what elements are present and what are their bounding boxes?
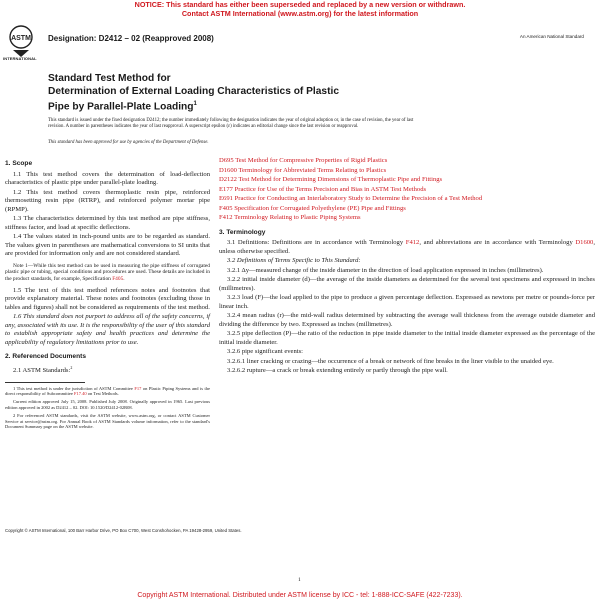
para-1-2: 1.2 This test method covers thermoplastic resin pipe, reinforced thermosetting resin pipe (RTRP), and reinforced polymer mortar pipe (RPMP). [5,188,210,213]
reference-item [219,214,595,223]
reference-title[interactable]: Terminology for Abbreviated Terms Relating to Plastics [238,166,387,174]
page-number: 1 [298,577,301,583]
reference-title[interactable]: Practice for Conducting an Interlaboratory Study to Determine the Precision of a Test Method [234,195,483,202]
supersede-notice [0,0,600,18]
issuance-note: This standard is issued under the fixed designation D2412; the number immediately following the designation indicates the year of original adoption or, in the case of revision, the year of last revision. A number in parentheses indicates the year of last reapproval. A superscript epsilon (ε) indicates an editorial change since the last revision or reapproval. [48,118,414,130]
left-column [5,157,210,432]
standard-label: An American National Standard [519,34,584,39]
para-1-6: 1.6 This standard does not purport to address all of the safety concerns, if any, associated with its use. It is the responsibility of the user of this standard to establish appropriate safety and health practices and determine the applicability of regulatory limitations prior to use. [5,313,210,346]
scope-heading: 1. Scope [5,160,33,167]
reference-code-link[interactable]: D2122 [219,176,237,183]
reference-title[interactable]: Specification for Corrugated Polyethylene (PE) Pipe and Fittings [234,204,406,212]
notice-line-2: Contact ASTM International (www.astm.org) for the latest information [181,9,419,18]
footnote-link-f17[interactable]: F17 [134,385,142,391]
footnote-link-f17-40[interactable]: F17.40 [74,391,87,397]
reference-code-link[interactable]: E691 [219,195,233,202]
footnote-1: 1 This test method is under the jurisdiction of ASTM Committee F17 on Plastic Piping Systems and is the direct responsibility of Subcommittee F17.40 on Test Methods. [5,385,210,397]
reference-code-link[interactable]: E177 [219,185,233,193]
designation: Designation: D2412 – 02 (Reapproved 2008) [48,34,214,43]
para-1-3: 1.3 The characteristics determined by this test method are pipe stiffness, stiffness factor, and load at specific deflections. [5,215,210,231]
para-3-1: 3.1 Definitions: Definitions are in accordance with Terminology F412, and abbreviations are in accordance with Terminology D1600, unless otherwise specified. [219,239,595,255]
para-3-2-6-1: 3.2.6.1 liner cracking or crazing—the occurrence of a break or network of fine breaks in the liner visible to the unaided eye. [227,357,554,365]
reference-item [219,176,595,185]
note-1-link[interactable]: F405 [112,276,124,283]
reference-item [219,195,595,204]
reference-code-link[interactable]: F412 [219,214,233,221]
terminology-heading: 3. Terminology [219,228,266,236]
title-footnote-mark: 1 [193,101,197,107]
para-3-2-6-2: 3.2.6.2 rupture—a crack or break extending entirely or partly through the pipe wall. [227,367,448,374]
svg-text:ASTM: ASTM [11,35,31,42]
reference-item [219,186,595,195]
reference-title[interactable]: Test Method for Determining Dimensions of Thermoplastic Pipe and Fittings [238,176,443,183]
reference-code-link[interactable]: F405 [219,204,233,212]
link-f412[interactable]: F412 [405,239,420,246]
link-d1600[interactable]: D1600 [575,239,594,246]
footnote-divider [5,382,85,383]
copyright-line: Copyright © ASTM International, 100 Barr Harbor Drive, PO Box C700, West Conshohocken, PA 19428-2959, United States. [5,528,242,533]
notice-line-1: NOTICE: This standard has either been superseded and replaced by a new version or withdrawn. [134,0,466,9]
title-line-1: Standard Test Method for [48,73,171,84]
para-3-2-1: 3.2.1 Δy—measured change of the inside diameter in the direction of load application expressed in inches (millimetres). [227,266,544,274]
para-3-2-5: 3.2.5 pipe deflection (P)—the ratio of the reduction in pipe inside diameter to the initial inside diameter expressed as the percentage of the initial inside diameter. [219,330,595,346]
logo-caption: INTERNATIONAL [3,56,37,61]
reference-code-link[interactable]: D695 [219,157,234,164]
reference-title[interactable]: Terminology Relating to Plastic Piping Systems [234,214,361,221]
refdocs-heading: 2. Referenced Documents [5,353,86,361]
right-column [219,157,595,377]
para-1-4: 1.4 The values stated in inch-pound units are to be regarded as standard. The values given in parentheses are mathematical conversions to SI units that are provided for information only and are not considered standard. [5,233,210,257]
reference-item [219,157,595,166]
reference-item [219,167,595,176]
para-3-2-4: 3.2.4 mean radius (r)—the mid-wall radius determined by subtracting the average wall thickness from the average outside diameter and dividing the difference by two. Expressed as inches (millimetres). [219,312,595,328]
reference-title[interactable]: Practice for Use of the Terms Precision and Bias in ASTM Test Methods [234,185,427,193]
title-line-3: Pipe by Parallel-Plate Loading$^1$ [48,101,197,113]
note-1: Note 1—While this test method can be used in measuring the pipe stiffness of corrugated plastic pipe or tubing, special conditions and procedures are used. These details are included in the product standards, for example, Specification F405. [5,262,210,283]
para-3-2-6: 3.2.6 pipe significant events: [227,348,303,355]
reference-item [219,205,595,214]
para-2-1: 2.1 ASTM Standards:$^2$ [13,364,73,375]
reference-code-link[interactable]: D1600 [219,166,237,174]
para-3-2-2: 3.2.2 initial inside diameter (d)—the average of the inside diameters as determined for the several test specimens and expressed in inches (millimetres). [219,276,595,292]
para-1-5: 1.5 The text of this test method references notes and footnotes that provide explanatory material. These notes and footnotes (excluding those in tables and figures) shall not be considered as requirements of the test method. [5,286,210,311]
reference-list [219,157,595,223]
astm-logo-icon [8,24,34,58]
reference-title[interactable]: Test Method for Compressive Properties of Rigid Plastics [235,157,388,164]
distribution-notice: Copyright ASTM International. Distributed under ASTM license by ICC - tel: 1-888-ICC-SAFE (422-7233). [137,592,463,599]
footnote-1-edition: Current edition approved July 15, 2008. Published July 2008. Originally approved in 1965. Last previous edition approved in 2002 as D2412 – 02. DOI: 10.1520/D2412-02R08. [5,399,210,410]
para-3-2-3: 3.2.3 load (F)—the load applied to the pipe to produce a given percentage deflection. Expressed as newtons per metre or pounds-force per linear inch. [219,294,595,310]
page-title [48,73,428,114]
para-3-2: 3.2 Definitions of Terms Specific to This Standard: [227,257,361,264]
footnote-2: 2 For referenced ASTM standards, visit the ASTM website, www.astm.org, or contact ASTM Customer Service at service@astm.org. For Annual Book of ASTM Standards volume information, refer to the standard's Document Summary page on the ASTM website. [5,412,210,430]
para-1-1: 1.1 This test method covers the determination of load-deflection characteristics of plastic pipe under parallel-plate loading. [5,170,210,186]
approved-note: This standard has been approved for use by agencies of the Department of Defense. [48,140,209,145]
title-line-2: Determination of External Loading Characteristics of Plastic [48,85,339,97]
